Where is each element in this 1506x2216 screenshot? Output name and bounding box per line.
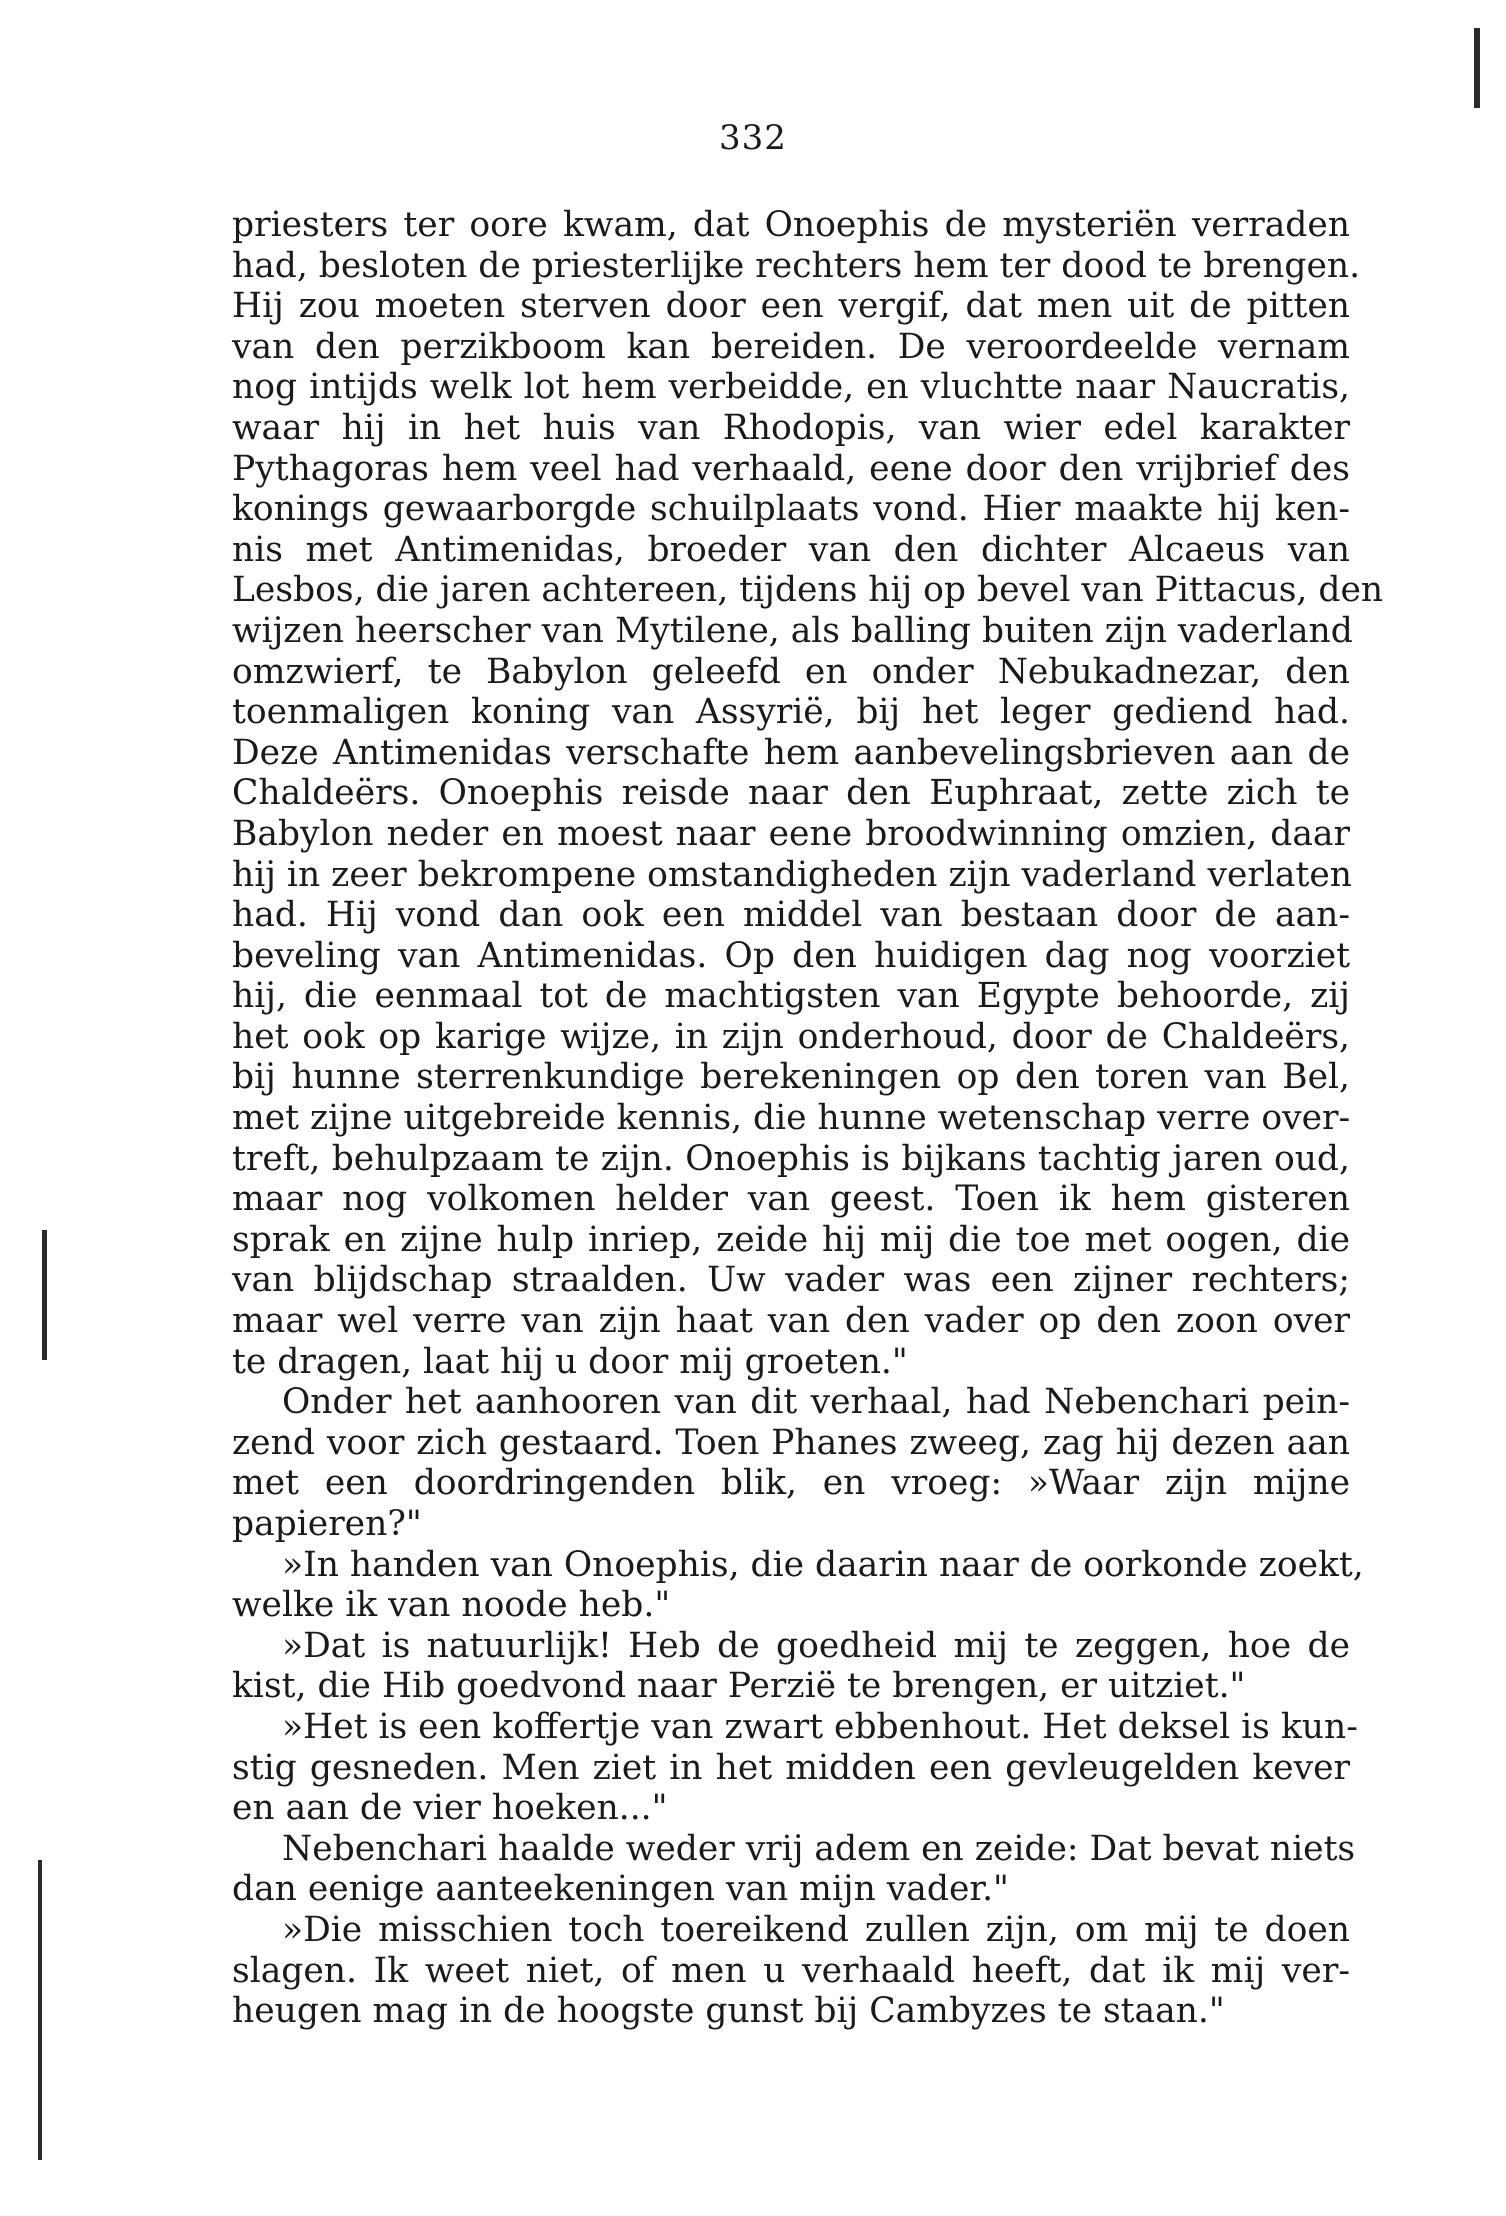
scan-edge-mark xyxy=(42,1230,47,1360)
text-line: Chaldeërs. Onoephis reisde naar den Euphraat, zette zich te xyxy=(232,773,1350,814)
text-line: Deze Antimenidas verschafte hem aanbevelingsbrieven aan de xyxy=(232,732,1350,773)
text-line: hij in zeer bekrompene omstandigheden zijn vaderland verlaten xyxy=(232,854,1352,895)
text-line: beveling van Antimenidas. Op den huidigen dag nog voorziet xyxy=(232,935,1350,976)
text-line: met een doordringenden blik, en vroeg: »Waar zijn mijne xyxy=(232,1463,1350,1504)
text-line: had. Hij vond dan ook een middel van bestaan door de aan- xyxy=(232,895,1350,936)
text-line: nog intijds welk lot hem verbeidde, en vluchtte naar Naucratis, xyxy=(232,367,1350,408)
text-line: Nebenchari haalde weder vrij adem en zeide: Dat bevat niets xyxy=(282,1828,1356,1869)
text-line: toenmaligen koning van Assyrië, bij het leger gediend had. xyxy=(232,692,1350,733)
text-line: heugen mag in de hoogste gunst bij Cambyzes te staan." xyxy=(232,1991,1225,2032)
page-number: 332 xyxy=(719,118,787,158)
text-line: stig gesneden. Men ziet in het midden een gevleugelden kever xyxy=(232,1747,1350,1788)
text-line: het ook op karige wijze, in zijn onderhoud, door de Chaldeërs, xyxy=(232,1016,1350,1057)
text-line: zend voor zich gestaard. Toen Phanes zweeg, zag hij dezen aan xyxy=(232,1422,1350,1463)
text-line: waar hij in het huis van Rhodopis, van wier edel karakter xyxy=(232,407,1350,448)
text-line: welke ik van noode heb." xyxy=(232,1585,671,1626)
text-line: bij hunne sterrenkundige berekeningen op den toren van Bel, xyxy=(232,1057,1350,1098)
text-line: papieren?" xyxy=(232,1504,422,1544)
text-line: slagen. Ik weet niet, of men u verhaald heeft, dat ik mij ver- xyxy=(232,1950,1350,1991)
text-line: met zijne uitgebreide kennis, die hunne wetenschap verre over- xyxy=(232,1098,1351,1139)
text-line: »Dat is natuurlijk! Heb de goedheid mij te zeggen, hoe de xyxy=(282,1625,1350,1666)
text-line: maar nog volkomen helder van geest. Toen ik hem gisteren xyxy=(232,1179,1350,1220)
text-line: maar wel verre van zijn haat van den vader op den zoon over xyxy=(232,1301,1350,1342)
scan-edge-mark xyxy=(38,1860,42,2160)
text-line: van den perzikboom kan bereiden. De veroordeelde vernam xyxy=(232,326,1350,367)
text-line: kist, die Hib goedvond naar Perzië te brengen, er uitziet." xyxy=(232,1666,1246,1707)
text-line: treft, behulpzaam te zijn. Onoephis is bijkans tachtig jaren oud, xyxy=(232,1138,1350,1179)
text-line: te dragen, laat hij u door mij groeten." xyxy=(232,1341,908,1382)
text-line: konings gewaarborgde schuilplaats vond. Hier maakte hij ken- xyxy=(232,489,1350,530)
text-line: »Die misschien toch toereikend zullen zijn, om mij te doen xyxy=(282,1909,1350,1950)
text-line: »In handen van Onoephis, die daarin naar de oorkonde zoekt, xyxy=(282,1544,1364,1585)
text-line: Lesbos, die jaren achtereen, tijdens hij op bevel van Pittacus, den xyxy=(232,570,1384,611)
text-line: van blijdschap straalden. Uw vader was een zijner rechters; xyxy=(232,1260,1350,1301)
scan-edge-mark xyxy=(1474,28,1480,108)
text-line: dan eenige aanteekeningen van mijn vader." xyxy=(232,1869,1009,1910)
text-line: omzwierf, te Babylon geleefd en onder Nebukadnezar, den xyxy=(232,651,1350,692)
text-line: hij, die eenmaal tot de machtigsten van Egypte behoorde, zij xyxy=(232,976,1350,1017)
text-line: en aan de vier hoeken..." xyxy=(232,1788,668,1829)
text-line: Babylon neder en moest naar eene broodwinning omzien, daar xyxy=(232,813,1350,854)
text-line: Hij zou moeten sterven door een vergif, dat men uit de pitten xyxy=(232,286,1350,327)
text-line: had, besloten de priesterlijke rechters hem ter dood te brengen. xyxy=(232,245,1361,286)
text-line: nis met Antimenidas, broeder van den dichter Alcaeus van xyxy=(232,529,1350,570)
text-line: Onder het aanhooren van dit verhaal, had Nebenchari pein- xyxy=(282,1382,1350,1423)
text-line: wijzen heerscher van Mytilene, als balling buiten zijn vaderland xyxy=(232,610,1353,651)
text-line: priesters ter oore kwam, dat Onoephis de mysteriën verraden xyxy=(232,205,1350,245)
text-line: »Het is een koffertje van zwart ebbenhout. Het deksel is kun- xyxy=(282,1706,1358,1747)
text-line: Pythagoras hem veel had verhaald, eene door den vrijbrief des xyxy=(232,448,1350,489)
body-text xyxy=(232,205,1384,2032)
text-line: sprak en zijne hulp inriep, zeide hij mij die toe met oogen, die xyxy=(232,1219,1350,1260)
